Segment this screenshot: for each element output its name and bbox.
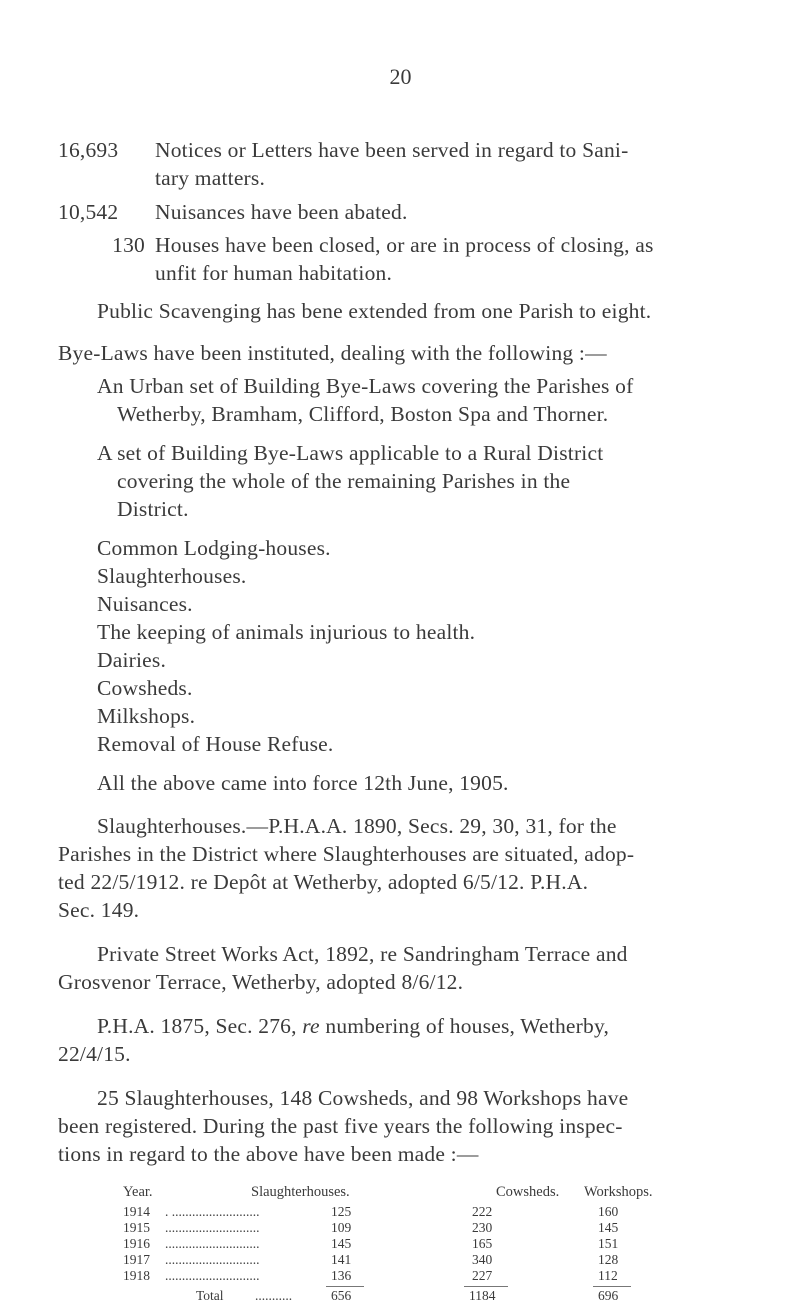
stat-text-continued: tary matters. [155, 166, 266, 190]
pha-text: P.H.A. 1875, Sec. 276, [97, 1014, 297, 1038]
list-item: Slaughterhouses. [97, 564, 247, 588]
row-cowsheds: 227 [472, 1268, 493, 1283]
row-workshops: 112 [598, 1268, 618, 1283]
registered-paragraph-line: been registered. During the past five years the following inspec- [58, 1114, 623, 1138]
stat-value: 10,542 [58, 200, 119, 224]
table-header-slaughterhouses: Slaughterhouses. [251, 1184, 350, 1200]
slaughter-paragraph-line: Slaughterhouses.—P.H.A.A. 1890, Secs. 29, 30, 31, for the [97, 814, 617, 838]
rural-set-line: A set of Building Bye-Laws applicable to a Rural District [97, 441, 604, 465]
stat-row [58, 233, 654, 258]
row-leader: ............................ [165, 1220, 260, 1235]
scavenging-paragraph: Public Scavenging has bene extended from one Parish to eight. [97, 299, 652, 323]
row-year: 1914 [123, 1204, 150, 1219]
row-workshops: 151 [598, 1236, 619, 1251]
row-cowsheds: 230 [472, 1220, 493, 1235]
pha-text: numbering of houses, Wetherby, [325, 1014, 610, 1038]
row-slaughterhouses: 136 [331, 1268, 352, 1283]
row-leader: ............................ [165, 1268, 260, 1283]
stat-row [58, 138, 628, 163]
list-item: Removal of House Refuse. [97, 732, 334, 756]
list-item: The keeping of animals injurious to health. [97, 620, 476, 644]
registered-paragraph-line: tions in regard to the above have been made :— [58, 1142, 479, 1166]
total-slaughterhouses: 656 [331, 1288, 352, 1303]
row-workshops: 128 [598, 1252, 619, 1267]
stat-text: Nuisances have been abated. [155, 200, 408, 224]
row-year: 1915 [123, 1220, 150, 1235]
total-workshops: 696 [598, 1288, 619, 1303]
stat-row [58, 200, 408, 225]
total-leader: ........... [255, 1288, 293, 1303]
slaughter-paragraph-line: ted 22/5/1912. re Depôt at Wetherby, adopted 6/5/12. P.H.A. [58, 870, 589, 894]
row-year: 1916 [123, 1236, 150, 1251]
total-cowsheds: 1184 [469, 1288, 496, 1303]
total-rule-top [326, 1286, 364, 1287]
slaughter-paragraph-line: Parishes in the District where Slaughterhouses are situated, adop- [58, 842, 635, 866]
list-item: Dairies. [97, 648, 167, 672]
stat-value: 16,693 [58, 138, 119, 162]
page-number: 20 [389, 64, 412, 89]
table-header-workshops: Workshops. [584, 1184, 653, 1200]
row-leader: . .......................... [165, 1204, 260, 1219]
stat-value: 130 [112, 233, 145, 257]
rural-set-line: District. [117, 497, 189, 521]
urban-set-line: An Urban set of Building Bye-Laws covering the Parishes of [97, 374, 634, 398]
list-item: Common Lodging-houses. [97, 536, 331, 560]
byelaws-intro: Bye-Laws have been instituted, dealing with the following :— [58, 341, 607, 365]
pha-paragraph-line [97, 1014, 609, 1039]
row-cowsheds: 222 [472, 1204, 493, 1219]
list-item: Cowsheds. [97, 676, 193, 700]
row-slaughterhouses: 141 [331, 1252, 352, 1267]
stat-text-continued: unfit for human habitation. [155, 261, 393, 285]
total-rule-top [464, 1286, 508, 1287]
registered-paragraph-line: 25 Slaughterhouses, 148 Cowsheds, and 98 Workshops have [97, 1086, 629, 1110]
row-cowsheds: 165 [472, 1236, 493, 1251]
street-works-paragraph-line: Grosvenor Terrace, Wetherby, adopted 8/6/12. [58, 970, 464, 994]
slaughter-paragraph-line: Sec. 149. [58, 898, 140, 922]
force-date-paragraph: All the above came into force 12th June, 1905. [97, 771, 509, 795]
table-header-year: Year. [123, 1184, 153, 1200]
pha-paragraph-line: 22/4/15. [58, 1042, 131, 1066]
row-year: 1918 [123, 1268, 150, 1283]
list-item: Nuisances. [97, 592, 193, 616]
urban-set-line: Wetherby, Bramham, Clifford, Boston Spa and Thorner. [117, 402, 609, 426]
pha-re: re [302, 1014, 320, 1038]
row-leader: ............................ [165, 1252, 260, 1267]
row-cowsheds: 340 [472, 1252, 493, 1267]
total-label: Total [196, 1288, 224, 1303]
row-slaughterhouses: 145 [331, 1236, 352, 1251]
row-workshops: 160 [598, 1204, 619, 1219]
row-slaughterhouses: 109 [331, 1220, 352, 1235]
list-item: Milkshops. [97, 704, 196, 728]
row-leader: ............................ [165, 1236, 260, 1251]
stat-text: Notices or Letters have been served in regard to Sani- [155, 138, 629, 162]
row-slaughterhouses: 125 [331, 1204, 352, 1219]
table-header-cowsheds: Cowsheds. [496, 1184, 560, 1200]
total-rule-top [593, 1286, 631, 1287]
rural-set-line: covering the whole of the remaining Parishes in the [117, 469, 571, 493]
row-workshops: 145 [598, 1220, 619, 1235]
stat-text: Houses have been closed, or are in process of closing, as [155, 233, 654, 257]
street-works-paragraph-line: Private Street Works Act, 1892, re Sandringham Terrace and [97, 942, 628, 966]
row-year: 1917 [123, 1252, 150, 1267]
